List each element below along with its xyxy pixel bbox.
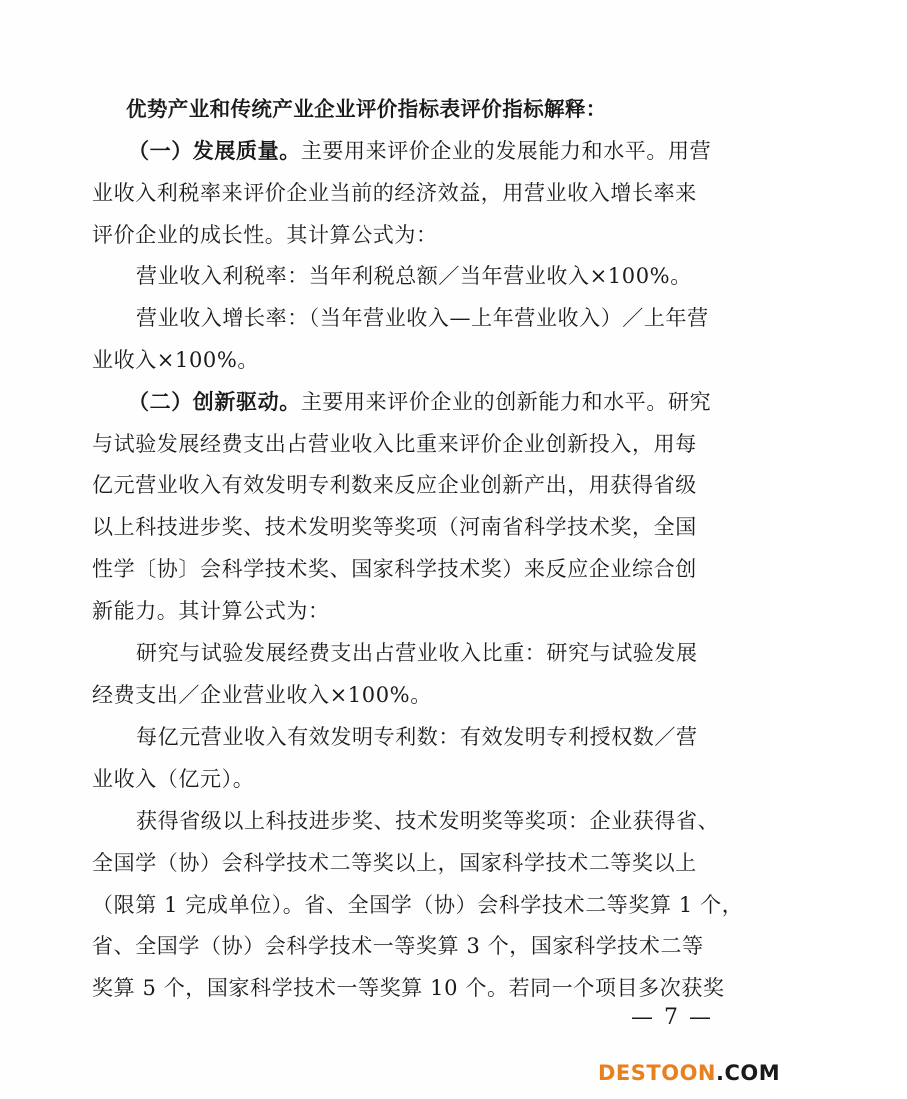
section2-formula3-line1: 获得省级以上科技进步奖、技术发明奖等奖项：企业获得省、	[136, 809, 720, 833]
section2-line2: 与试验发展经费支出占营业收入比重来评价企业创新投入，用每	[92, 432, 697, 456]
section1-heading: （一）发展质量。	[128, 139, 301, 163]
section2-formula1-line1: 研究与试验发展经费支出占营业收入比重：研究与试验发展	[136, 641, 698, 665]
section1-line1	[0, 137, 899, 165]
section2-line6: 新能力。其计算公式为：	[92, 599, 330, 623]
section2-line1	[0, 388, 899, 416]
section2-formula1-line2: 经费支出／企业营业收入×100%。	[92, 683, 432, 707]
section1-line3: 评价企业的成长性。其计算公式为：	[92, 223, 438, 247]
section2-line4: 以上科技进步奖、技术发明奖等奖项（河南省科学技术奖，全国	[92, 515, 697, 539]
section1-line1-text: 主要用来评价企业的发展能力和水平。用营	[300, 139, 712, 163]
destoon-watermark	[598, 1060, 780, 1086]
section2-line1-text: 主要用来评价企业的创新能力和水平。研究	[300, 390, 712, 414]
section1-line2: 业收入利税率来评价企业当前的经济效益，用营业收入增长率来	[92, 181, 697, 205]
document-title	[0, 95, 897, 123]
section2-formula3-line2: 全国学（协）会科学技术二等奖以上，国家科学技术二等奖以上	[92, 851, 697, 875]
section1-formula1: 营业收入利税率：当年利税总额／当年营业收入×100%。	[136, 264, 692, 288]
document-title-text: 优势产业和传统产业企业评价指标表评价指标解释：	[126, 97, 607, 121]
section1-formula2-line2: 业收入×100%。	[92, 348, 260, 372]
page-number: — 7 —	[631, 1005, 713, 1030]
watermark-main-text: DESTOON	[598, 1061, 717, 1085]
section2-formula2-line2: 业收入（亿元）。	[92, 767, 255, 791]
watermark-tld-text: .COM	[716, 1061, 781, 1085]
section2-heading: （二）创新驱动。	[128, 390, 301, 414]
section2-formula2-line1: 每亿元营业收入有效发明专利数：有效发明专利授权数／营	[136, 725, 698, 749]
section2-line5: 性学〔协〕会科学技术奖、国家科学技术奖）来反应企业综合创	[92, 557, 697, 581]
section2-line3: 亿元营业收入有效发明专利数来反应企业创新产出，用获得省级	[92, 473, 697, 497]
section2-formula3-line4: 省、全国学（协）会科学技术一等奖算 3 个，国家科学技术二等	[92, 934, 704, 958]
section1-formula2-line1: 营业收入增长率：（当年营业收入—上年营业收入）／上年营	[136, 306, 709, 330]
section2-formula3-line3: （限第 1 完成单位）。省、全国学（协）会科学技术二等奖算 1 个，	[92, 893, 744, 917]
section2-formula3-line5: 奖算 5 个，国家科学技术一等奖算 10 个。若同一个项目多次获奖	[92, 976, 725, 1000]
